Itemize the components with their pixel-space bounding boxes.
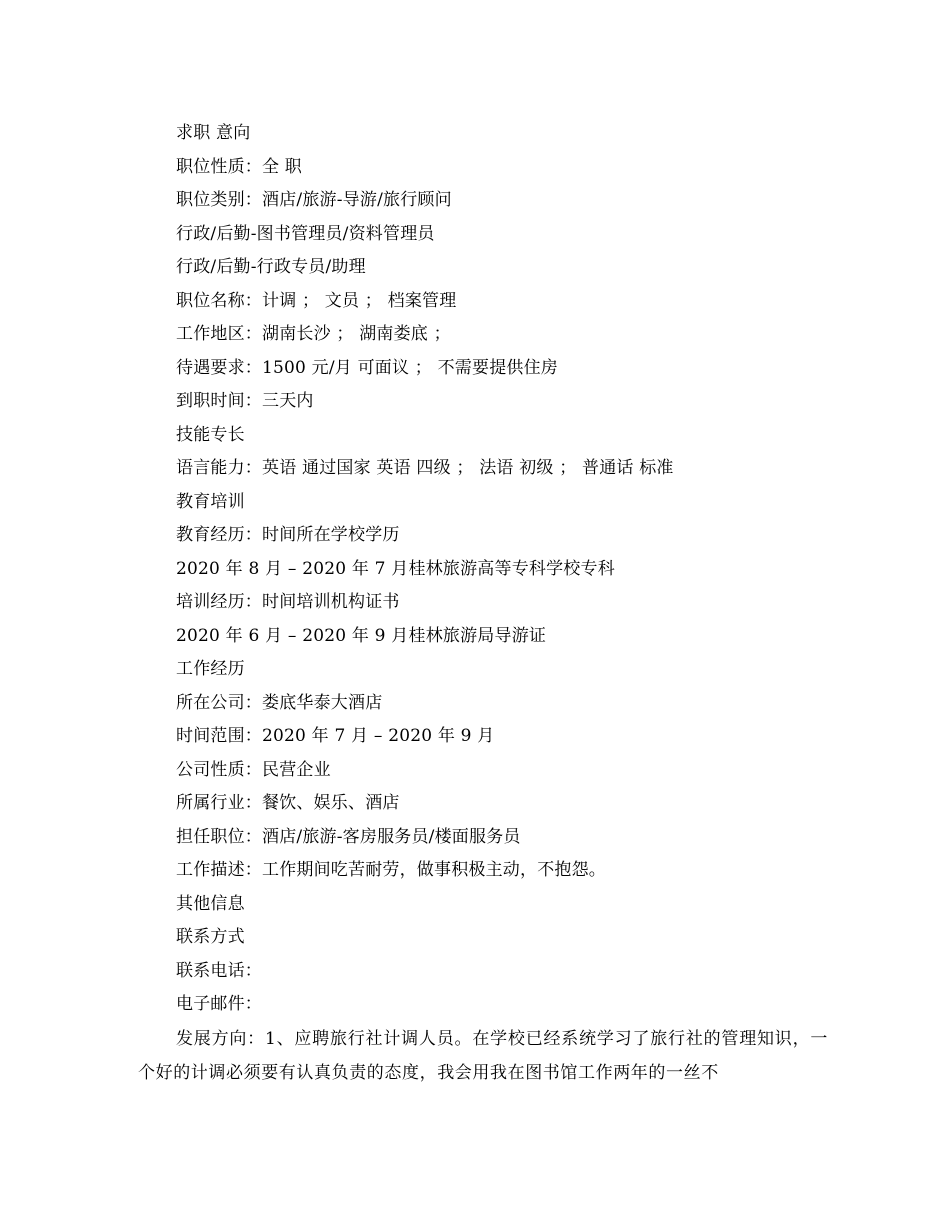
text-line: 所属行业：餐饮、娱乐、酒店 <box>176 793 400 813</box>
text-line: 到职时间：三天内 <box>176 391 314 411</box>
text-line: 行政/后勤-行政专员/助理 <box>176 257 366 277</box>
text-line: 语言能力：英语 通过国家 英语 四级 ； 法语 初级 ； 普通话 标准 <box>176 458 674 478</box>
text-line: 教育经历：时间所在学校学历 <box>176 525 400 545</box>
section-heading-contact: 联系方式 <box>176 927 245 947</box>
text-line: 公司性质：民营企业 <box>176 759 331 780</box>
text-line: 时间范围：2020 年 7 月 – 2020 年 9 月 <box>176 726 495 746</box>
section-heading-skills: 技能专长 <box>176 424 245 445</box>
section-heading-education: 教育培训 <box>176 491 245 512</box>
section-heading-job-intention: 求职 意向 <box>176 123 251 143</box>
text-line: 2020 年 8 月 – 2020 年 7 月桂林旅游高等专科学校专科 <box>176 558 615 579</box>
text-line: 联系电话： <box>176 960 262 981</box>
development-direction-paragraph: 发展方向：1、应聘旅行社计调人员。在学校已经系统学习了旅行社的管理知识，一个好的计调必须要有认真负责的态度，我会用我在图书馆工作两年的一丝不 <box>138 1029 828 1083</box>
text-line: 待遇要求：1500 元/月 可面议 ； 不需要提供住房 <box>176 357 559 378</box>
text-line: 担任职位：酒店/旅游-客房服务员/楼面服务员 <box>176 826 521 847</box>
text-line: 职位性质：全 职 <box>176 156 303 177</box>
text-line: 行政/后勤-图书管理员/资料管理员 <box>176 223 435 244</box>
section-heading-work-experience: 工作经历 <box>176 659 245 679</box>
text-line: 培训经历：时间培训机构证书 <box>176 592 400 612</box>
text-line: 职位类别：酒店/旅游-导游/旅行顾问 <box>176 190 452 210</box>
resume-lines <box>176 117 826 1022</box>
text-line: 职位名称：计调 ； 文员 ； 档案管理 <box>176 290 457 311</box>
text-line: 所在公司：娄底华泰大酒店 <box>176 692 383 713</box>
section-heading-other-info: 其他信息 <box>176 893 245 914</box>
text-line: 2020 年 6 月 – 2020 年 9 月桂林旅游局导游证 <box>176 625 547 646</box>
text-line: 工作地区：湖南长沙 ； 湖南娄底 ； <box>176 324 451 344</box>
text-line: 电子邮件： <box>176 994 262 1014</box>
text-line: 工作描述：工作期间吃苦耐劳，做事积极主动，不抱怨。 <box>176 860 606 880</box>
